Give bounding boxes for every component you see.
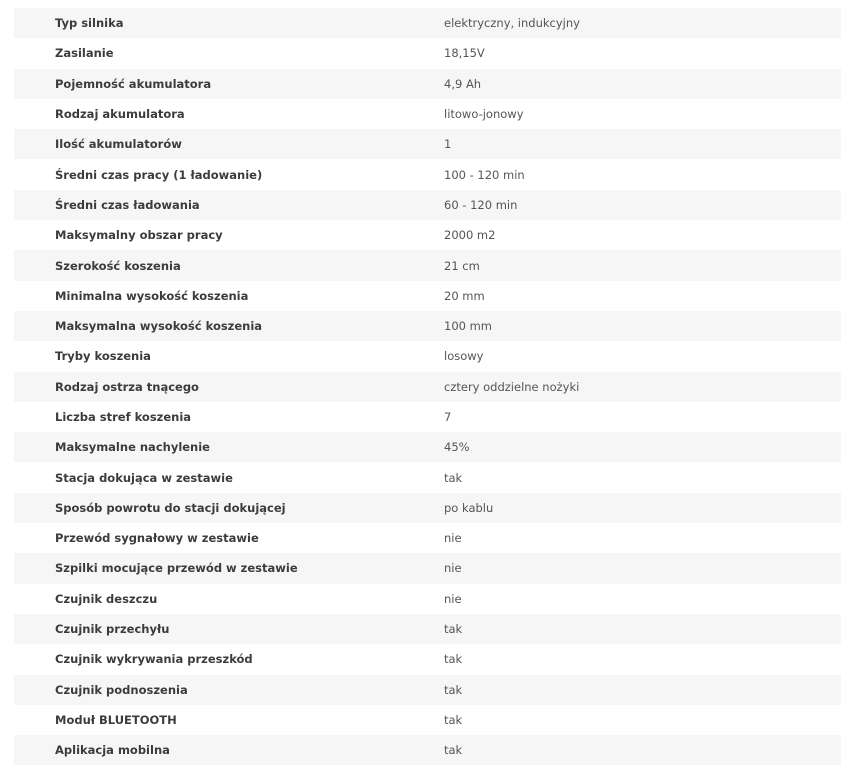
spec-value: tak [404, 614, 841, 644]
spec-row [14, 432, 841, 462]
spec-label: Średni czas ładowania [14, 190, 404, 220]
spec-row [14, 38, 841, 68]
spec-row [14, 493, 841, 523]
spec-row [14, 675, 841, 705]
spec-label: Przewód sygnałowy w zestawie [55, 531, 259, 546]
spec-label: Moduł BLUETOOTH [55, 712, 177, 727]
spec-label: Rodzaj ostrza tnącego [14, 372, 404, 402]
spec-label: Sposób powrotu do stacji dokującej [14, 493, 404, 523]
spec-row [14, 190, 841, 220]
spec-row [14, 644, 841, 674]
spec-row [14, 99, 841, 129]
spec-row [14, 159, 841, 189]
spec-value: nie [404, 553, 841, 583]
spec-value: 45% [404, 432, 841, 462]
spec-label: Szerokość koszenia [14, 250, 404, 280]
spec-label: Ilość akumulatorów [14, 129, 404, 159]
spec-value: litowo-jonowy [444, 107, 524, 122]
spec-value: tak [404, 735, 841, 765]
spec-label: Maksymalny obszar pracy [55, 228, 223, 243]
spec-label: Szpilki mocujące przewód w zestawie [14, 553, 404, 583]
spec-value: 7 [444, 410, 452, 424]
spec-row [14, 614, 841, 644]
spec-label: Maksymalne nachylenie [14, 432, 404, 462]
spec-label: Stacja dokująca w zestawie [55, 470, 233, 485]
spec-value: 1 [404, 129, 841, 159]
spec-row [14, 402, 841, 432]
specification-table-body [14, 8, 841, 765]
spec-row [14, 523, 841, 553]
spec-label: Aplikacja mobilna [14, 735, 404, 765]
spec-value: losowy [444, 349, 484, 364]
spec-row [14, 69, 841, 99]
spec-label: Maksymalna wysokość koszenia [14, 311, 404, 341]
spec-row [14, 220, 841, 250]
spec-value: elektryczny, indukcyjny [404, 8, 841, 38]
spec-value: 100 mm [404, 311, 841, 341]
spec-row [14, 462, 841, 492]
spec-row [14, 705, 841, 735]
spec-value: tak [444, 652, 463, 667]
spec-row [14, 584, 841, 614]
spec-label: Minimalna wysokość koszenia [55, 288, 249, 303]
spec-row [14, 129, 841, 159]
spec-value: tak [404, 675, 841, 705]
spec-value: tak [444, 712, 463, 727]
spec-value: 2000 m2 [444, 228, 496, 243]
spec-label: Czujnik wykrywania przeszkód [55, 652, 253, 667]
spec-value: 18,15V [444, 46, 485, 61]
spec-label: Czujnik podnoszenia [14, 675, 404, 705]
spec-row [14, 735, 841, 765]
spec-value: 100 - 120 min [444, 167, 525, 182]
spec-row [14, 341, 841, 371]
spec-value: nie [444, 531, 462, 546]
specification-table [14, 8, 841, 765]
spec-label: Typ silnika [14, 8, 404, 38]
spec-row [14, 8, 841, 38]
spec-value: po kablu [404, 493, 841, 523]
spec-label: Zasilanie [55, 46, 114, 61]
spec-value: cztery oddzielne nożyki [404, 372, 841, 402]
spec-value: 60 - 120 min [404, 190, 841, 220]
spec-label: Czujnik przechyłu [14, 614, 404, 644]
spec-label: Średni czas pracy (1 ładowanie) [55, 167, 263, 182]
spec-value: nie [444, 591, 462, 606]
spec-row [14, 553, 841, 583]
spec-row [14, 281, 841, 311]
spec-value: 4,9 Ah [404, 69, 841, 99]
spec-value: 21 cm [404, 250, 841, 280]
spec-row [14, 311, 841, 341]
spec-label: Liczba stref koszenia [55, 410, 192, 424]
spec-label: Pojemność akumulatora [14, 69, 404, 99]
spec-label: Tryby koszenia [55, 349, 151, 364]
spec-value: 20 mm [444, 288, 485, 303]
spec-row [14, 250, 841, 280]
spec-row [14, 372, 841, 402]
spec-label: Rodzaj akumulatora [55, 107, 185, 122]
spec-label: Czujnik deszczu [55, 591, 158, 606]
spec-value: tak [444, 470, 463, 485]
